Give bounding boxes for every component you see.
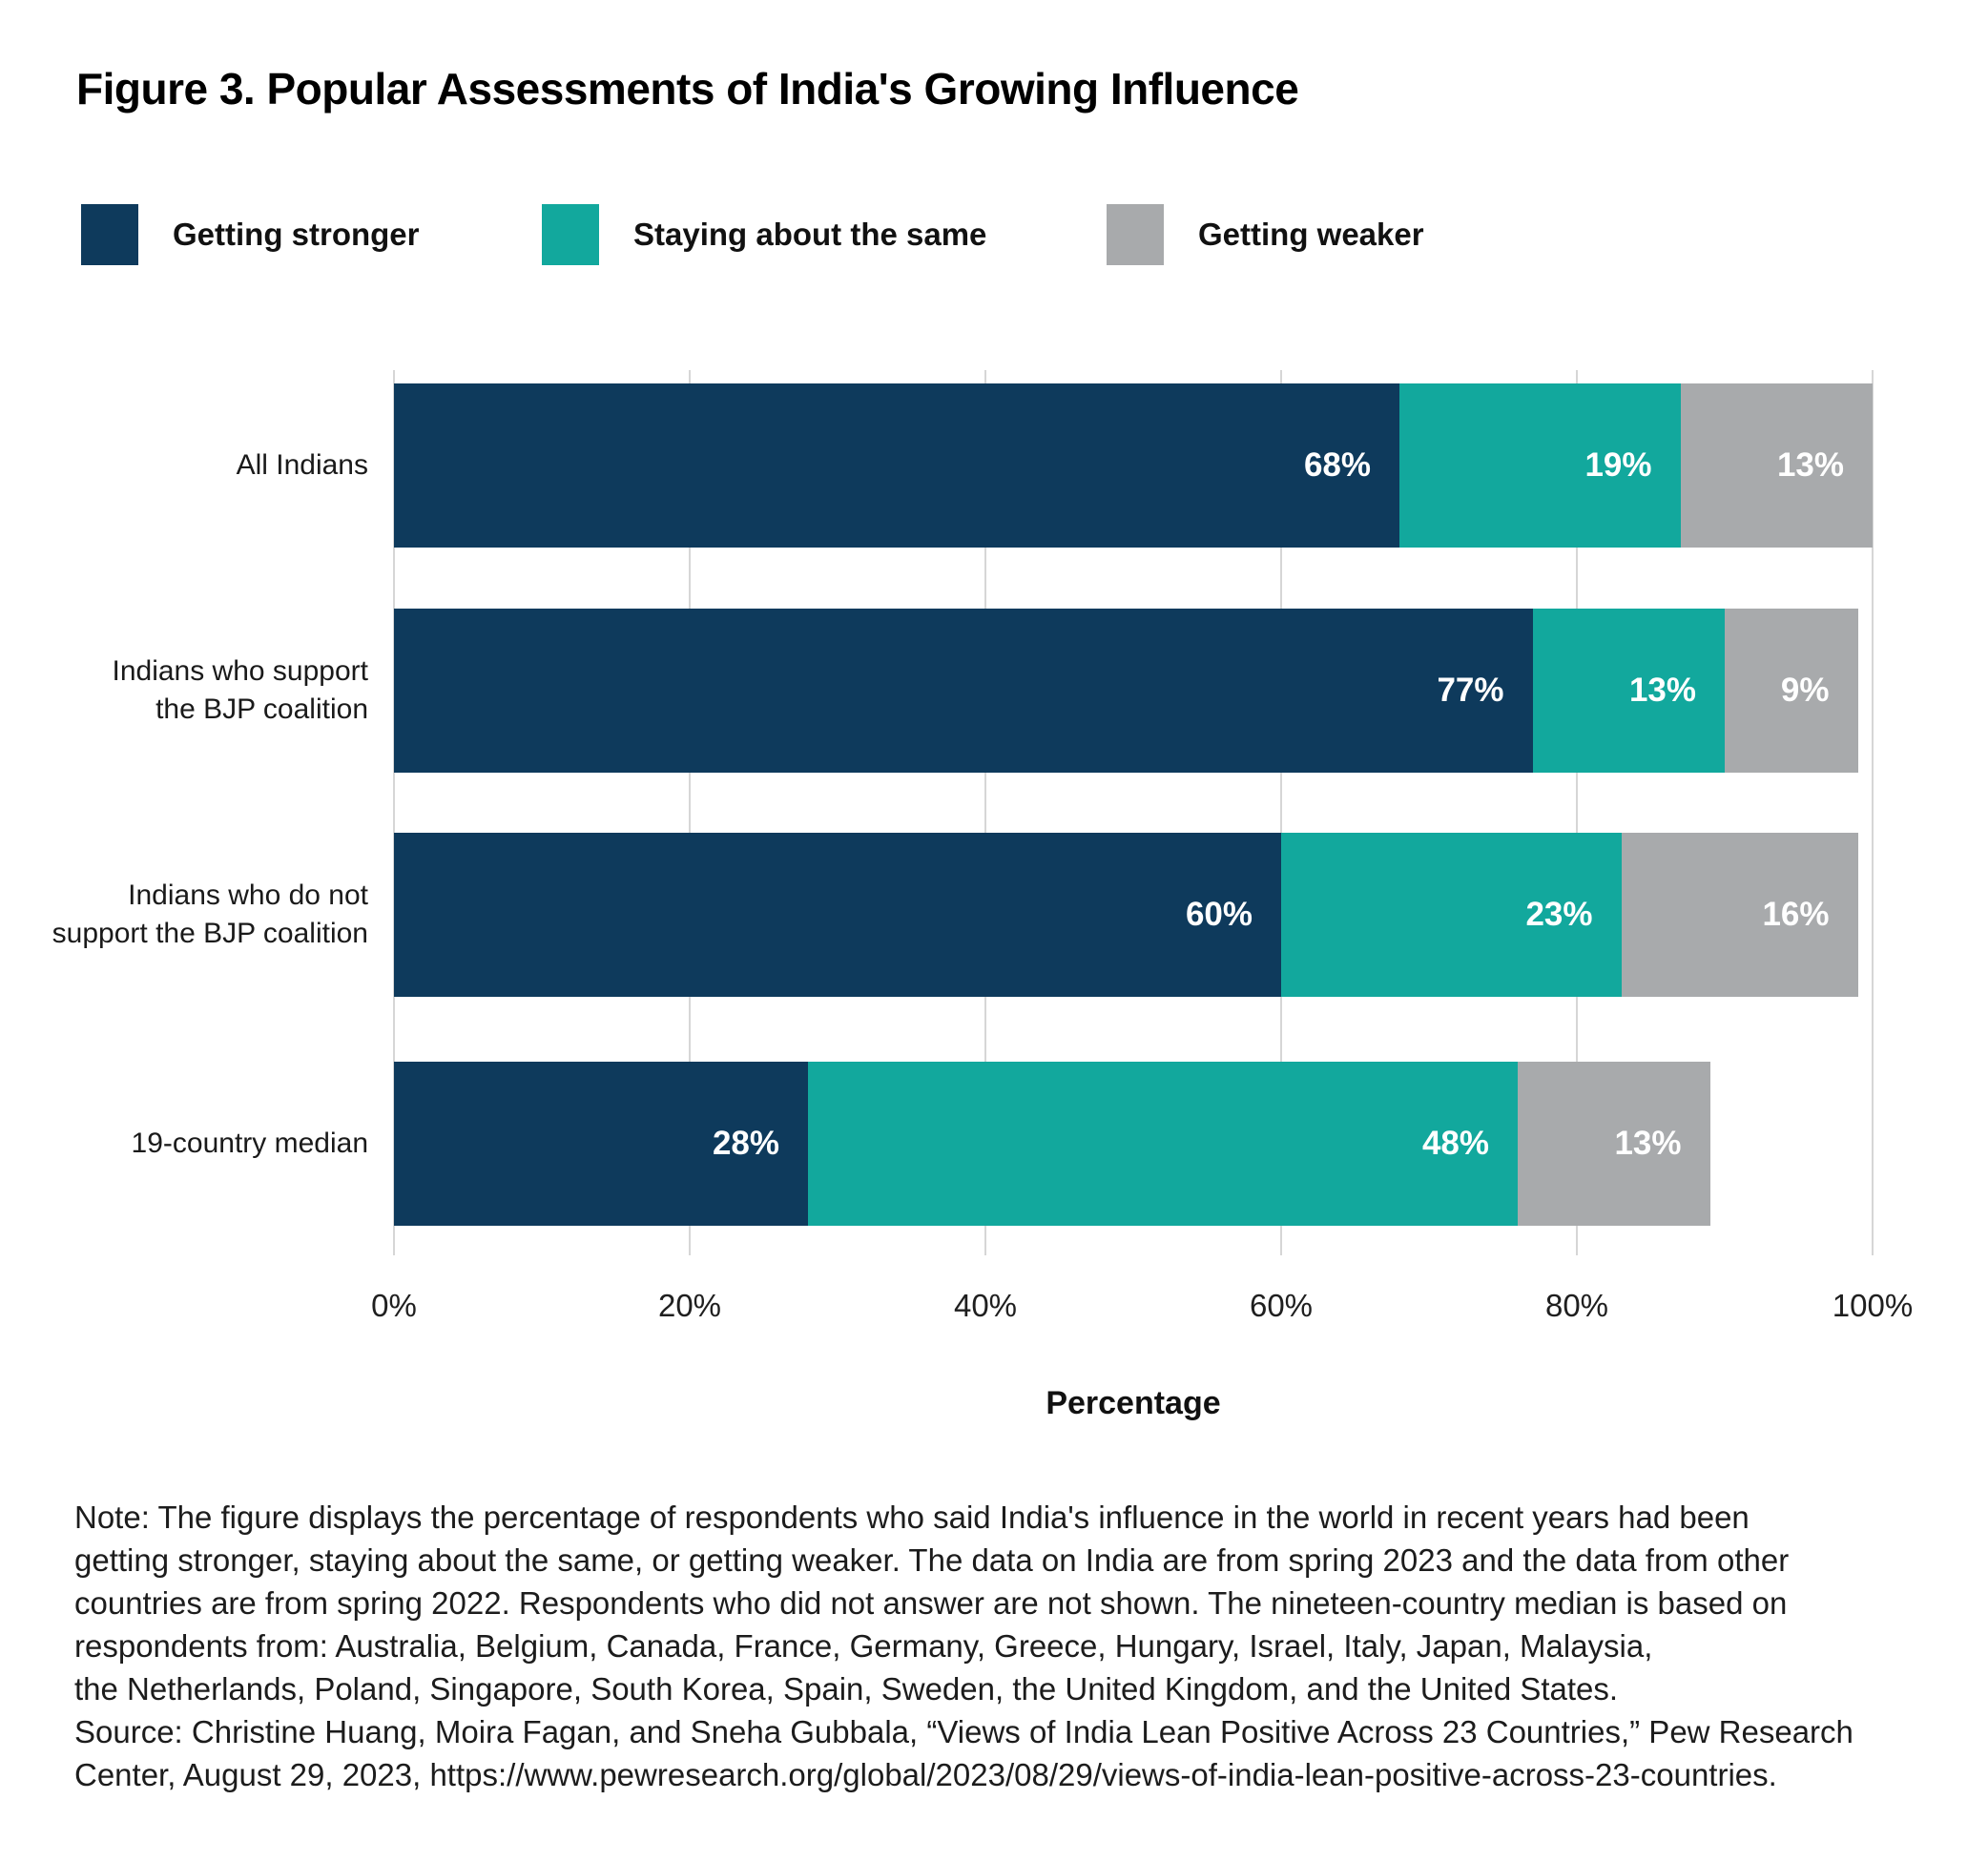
segment-value-label: 13%: [1628, 672, 1696, 709]
bar-row-19-country-median: [394, 1062, 1873, 1226]
figure-title: Figure 3. Popular Assessments of India's Growing Influence: [76, 64, 1299, 114]
segment-value-label: 16%: [1762, 896, 1830, 933]
legend-label: Getting weaker: [1198, 217, 1424, 252]
category-label-line: 19-country median: [131, 1128, 368, 1159]
segment-value-label: 68%: [1303, 446, 1371, 484]
segment-value-label: 60%: [1185, 896, 1253, 933]
bar-segment-getting-stronger: [394, 833, 1281, 997]
note-line: the Netherlands, Poland, Singapore, South Korea, Spain, Sweden, the United Kingdom, and the United States.: [74, 1671, 1619, 1707]
bar-row-bjp-supporters: [394, 609, 1873, 773]
plot-area: [394, 370, 1873, 1255]
x-tick-label: 80%: [1544, 1288, 1609, 1323]
segment-value-label: 28%: [712, 1125, 779, 1162]
bar-segment-getting-stronger: [394, 609, 1533, 773]
bar-segment-staying-same: [1281, 833, 1622, 997]
source-line: Source: Christine Huang, Moira Fagan, and Sneha Gubbala, “Views of India Lean Positive Across 23 Countries,” Pew Research: [74, 1714, 1853, 1749]
note-text: [74, 1496, 1944, 1796]
category-label-bjp-non-supporters: [34, 833, 368, 997]
legend-item-staying-same: [542, 204, 986, 265]
note-line: countries are from spring 2022. Respondents who did not answer are not shown. The nineteen-country median is based on: [74, 1585, 1788, 1621]
bar-segment-getting-weaker: [1725, 609, 1858, 773]
bar-segment-getting-stronger: [394, 1062, 808, 1226]
note-line: Note: The figure displays the percentage of respondents who said India's influence in the world in recent years had been: [74, 1500, 1750, 1535]
category-label-line: the BJP coalition: [155, 693, 368, 725]
segment-value-label: 77%: [1437, 672, 1504, 709]
source-line: Center, August 29, 2023, https://www.pewresearch.org/global/2023/08/29/views-of-india-lean-positive-across-23-countries.: [74, 1757, 1777, 1792]
x-tick-label: 100%: [1832, 1288, 1914, 1323]
bar-segment-staying-same: [1533, 609, 1726, 773]
category-label-line: All Indians: [236, 449, 368, 481]
legend-item-getting-weaker: [1107, 204, 1424, 265]
category-label-bjp-supporters: [34, 609, 368, 773]
bar-row-bjp-non-supporters: [394, 833, 1873, 997]
segment-value-label: 13%: [1776, 446, 1844, 484]
bar-row-all-indians: [394, 383, 1873, 548]
bar-segment-getting-weaker: [1622, 833, 1858, 997]
bar-segment-staying-same: [808, 1062, 1518, 1226]
legend-label: Staying about the same: [633, 217, 987, 252]
category-label-19-country-median: [34, 1062, 368, 1226]
segment-value-label: 19%: [1584, 446, 1652, 484]
getting-stronger-swatch-icon: [81, 204, 138, 265]
category-label-line: support the BJP coalition: [52, 918, 368, 949]
legend-label: Getting stronger: [173, 217, 420, 252]
x-tick-label: 20%: [657, 1288, 722, 1323]
category-label-line: Indians who do not: [128, 879, 368, 911]
x-axis-title: Percentage: [1046, 1385, 1221, 1421]
segment-value-label: 9%: [1780, 672, 1830, 709]
x-axis-ticks: [371, 1288, 1914, 1332]
note-line: respondents from: Australia, Belgium, Canada, France, Germany, Greece, Hungary, Israel, Italy, Japan, Malaysia,: [74, 1628, 1653, 1664]
bar-segment-staying-same: [1399, 383, 1681, 548]
x-tick-label: 0%: [371, 1288, 417, 1323]
staying-same-swatch-icon: [542, 204, 599, 265]
segment-value-label: 48%: [1421, 1125, 1489, 1162]
legend-item-getting-stronger: [81, 204, 420, 265]
segment-value-label: 13%: [1614, 1125, 1682, 1162]
bar-segment-getting-stronger: [394, 383, 1399, 548]
category-label-all-indians: [34, 383, 368, 548]
getting-weaker-swatch-icon: [1107, 204, 1164, 265]
bar-segment-getting-weaker: [1518, 1062, 1710, 1226]
note-line: getting stronger, staying about the same, or getting weaker. The data on India are from spring 2023 and the data from other: [74, 1542, 1790, 1578]
x-tick-label: 60%: [1249, 1288, 1314, 1323]
x-tick-label: 40%: [953, 1288, 1018, 1323]
segment-value-label: 23%: [1525, 896, 1593, 933]
category-label-line: Indians who support: [112, 655, 368, 687]
bar-segment-getting-weaker: [1681, 383, 1874, 548]
